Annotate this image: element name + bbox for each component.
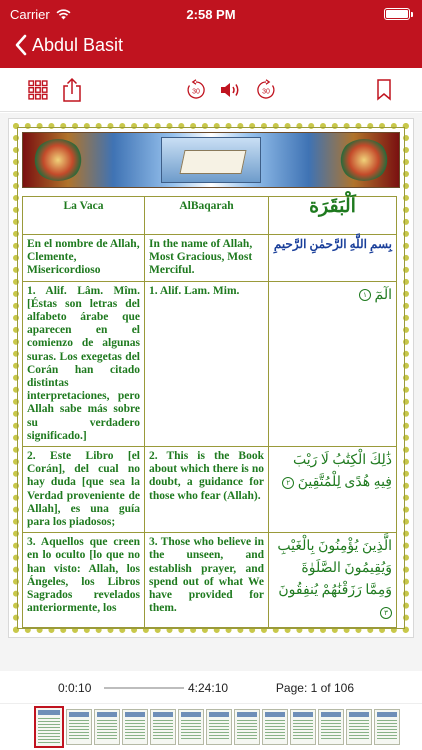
verse-english: 1. Alif. Lam. Mim.	[145, 281, 269, 446]
banner-ornament-right	[339, 139, 389, 181]
grid-icon[interactable]	[24, 76, 52, 104]
basmala-spanish: En el nombre de Allah, Clemente, Misericordioso	[23, 235, 145, 282]
current-time: 0:0:10	[58, 681, 92, 695]
audio-player	[0, 671, 422, 703]
basmala-arabic: بِسمِ اللَّهِ الرَّحمٰنِ الرَّحيمِ	[269, 235, 397, 282]
toolbar	[0, 68, 422, 112]
status-bar	[0, 0, 422, 28]
banner-ornament-left	[33, 139, 83, 181]
page-thumbnail[interactable]	[374, 709, 400, 745]
page-thumbnail[interactable]	[178, 709, 204, 745]
forward-30-label: 30	[262, 88, 270, 96]
rewind-30-label: 30	[192, 88, 200, 96]
basmala-row	[23, 235, 397, 282]
verse-number-marker: ١	[359, 289, 371, 301]
page-thumbnail-strip[interactable]	[0, 703, 422, 750]
sura-title-arabic: اَلْبَقَرَة	[269, 197, 397, 235]
sura-title-spanish: La Vaca	[23, 197, 145, 235]
verse-arabic	[269, 533, 397, 628]
page-thumbnail[interactable]	[34, 706, 64, 748]
back-button[interactable]	[14, 34, 123, 56]
bookmark-icon[interactable]	[370, 76, 398, 104]
forward-30-icon[interactable]	[252, 76, 280, 104]
chevron-left-icon	[14, 34, 28, 56]
rewind-30-icon[interactable]	[182, 76, 210, 104]
verse-english: 2. This is the Book about which there is no doubt, a guidance for those who fear (Allah).	[145, 447, 269, 533]
verse-row	[23, 447, 397, 533]
verse-arabic	[269, 281, 397, 446]
page-thumbnail[interactable]	[346, 709, 372, 745]
page-thumbnail[interactable]	[122, 709, 148, 745]
verse-english: 3. Those who believe in the unseen, and establish prayer, and spend out of what We have provided for them.	[145, 533, 269, 628]
page-thumbnail[interactable]	[234, 709, 260, 745]
sura-title-english: AlBaqarah	[145, 197, 269, 235]
verse-arabic-text: الَّذِينَ يُؤْمِنُونَ بِالْغَيْبِ وَيُقِيمُونَ الصَّلَوٰةَ وَمِمَّا رَزَقْنَٰهُمْ يُنفِقُونَ	[277, 539, 392, 599]
navigation-bar	[0, 28, 422, 68]
basmala-english: In the name of Allah, Most Gracious, Most Merciful.	[145, 235, 269, 282]
status-time: 2:58 PM	[186, 7, 236, 22]
verse-row	[23, 281, 397, 446]
page-thumbnail[interactable]	[150, 709, 176, 745]
page-thumbnail[interactable]	[94, 709, 120, 745]
page-thumbnail[interactable]	[262, 709, 288, 745]
translation-table	[22, 196, 397, 628]
banner-book-image	[161, 137, 261, 183]
verse-spanish: 1. Alif. Lâm. Mîm. [Éstas son letras del alfabeto árabe que aparecen en el comienzo de algunas suras. Los exegetas del Corán han citado distintas interpretaciones, pero Allah sabe más sobre su verdadero significado.]	[23, 281, 145, 446]
carrier-label: Carrier	[10, 7, 50, 22]
page-thumbnail[interactable]	[206, 709, 232, 745]
page-thumbnail[interactable]	[66, 709, 92, 745]
verse-number-marker: ٢	[282, 477, 294, 489]
speaker-icon[interactable]	[216, 76, 244, 104]
page-indicator: Page: 1 of 106	[275, 681, 354, 695]
verse-arabic-text: الٓمٓ	[374, 287, 392, 303]
page-thumbnail[interactable]	[318, 709, 344, 745]
share-icon[interactable]	[58, 76, 86, 104]
quran-page[interactable]	[8, 118, 414, 638]
verse-spanish: 2. Este Libro [el Corán], del cual no hay duda [que sea la Verdad proveniente de Allah], es una guía para los piadosos;	[23, 447, 145, 533]
verse-arabic-text: ذَٰلِكَ الْكِتَٰبُ لَا رَيْبَ فِيهِ هُدًى لِلْمُتَّقِينَ	[292, 453, 392, 491]
battery-icon	[384, 8, 410, 20]
back-button-label: Abdul Basit	[32, 34, 124, 55]
page-thumbnail[interactable]	[290, 709, 316, 745]
verse-row	[23, 533, 397, 628]
battery-fill	[386, 10, 408, 18]
verse-spanish: 3. Aquellos que creen en lo oculto [lo que no han visto: Allah, los Ángeles, los Libros Sagrados revelados anteriormente, los	[23, 533, 145, 628]
sura-header-row	[23, 197, 397, 235]
sura-banner-image	[22, 132, 400, 188]
audio-progress-track[interactable]	[104, 687, 184, 689]
verse-number-marker: ٣	[380, 607, 392, 619]
verse-arabic	[269, 447, 397, 533]
page-content	[17, 127, 405, 629]
total-time: 4:24:10	[188, 681, 229, 695]
